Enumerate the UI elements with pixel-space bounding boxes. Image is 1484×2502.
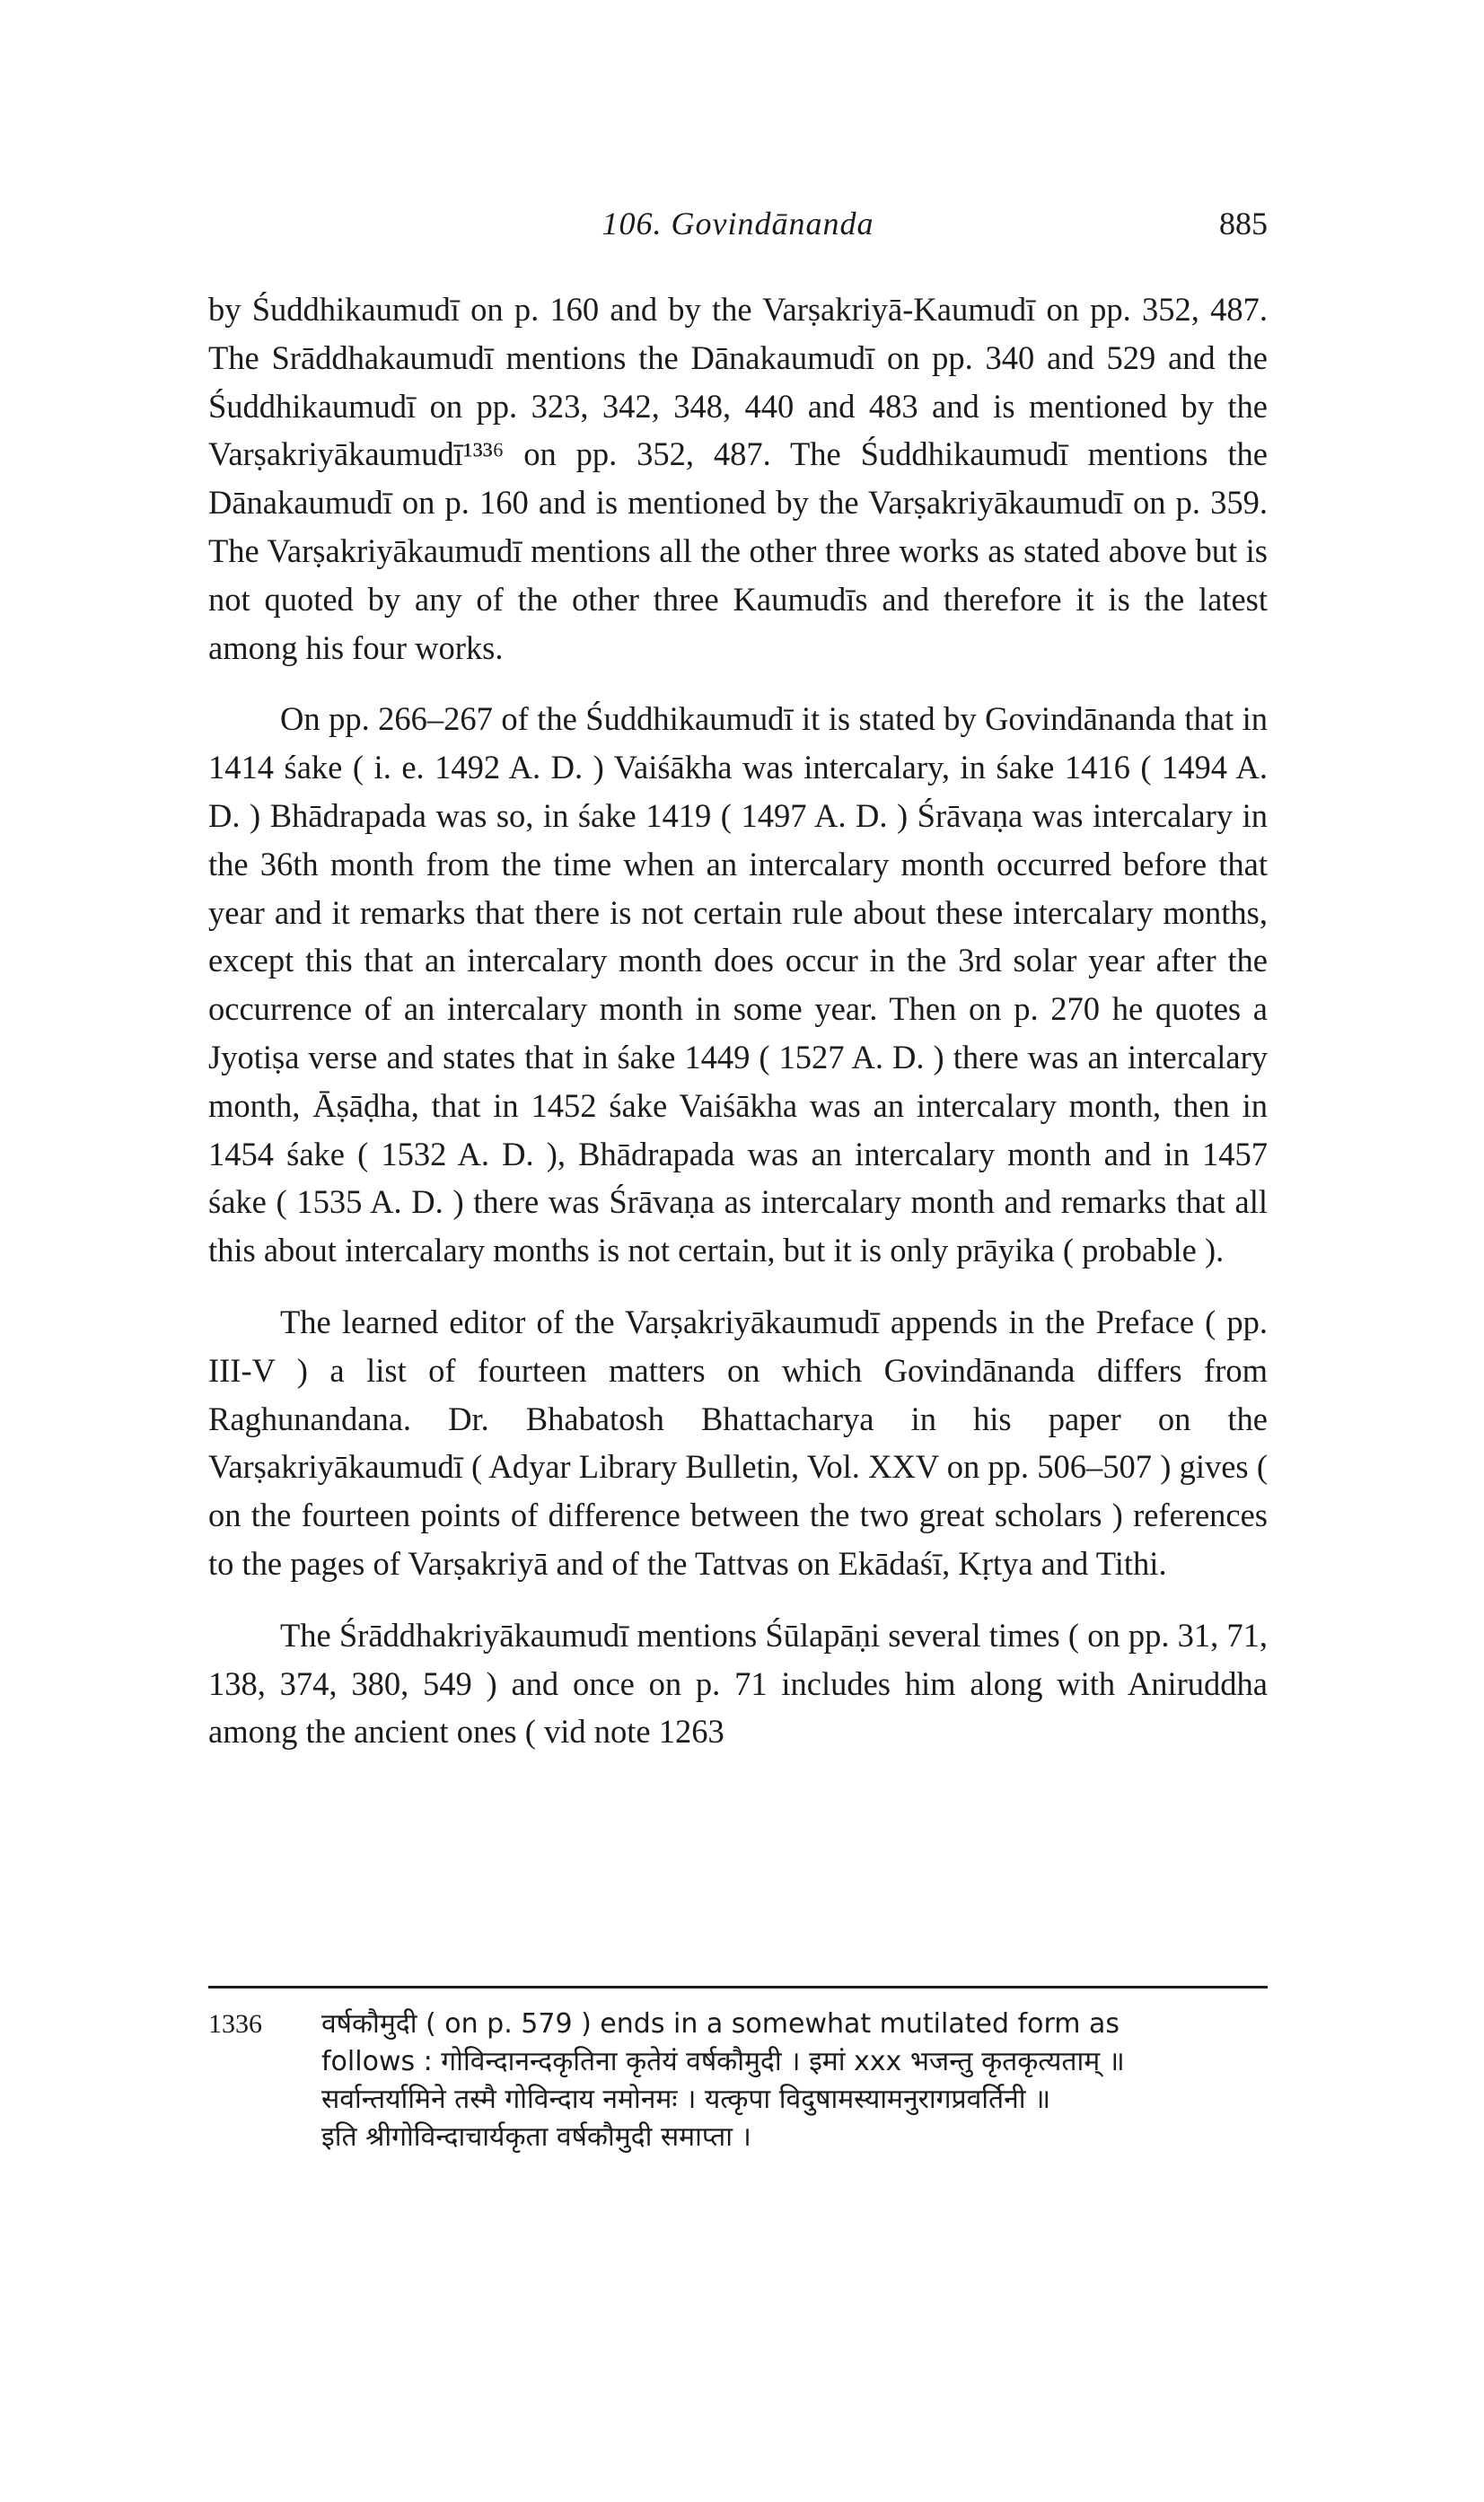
paragraph: The Śrāddhakriyākaumudī mentions Śūlapāṇi several times ( on pp. 31, 71, 138, 374, 380, 549 ) and once on p. 71 includes him along with Aniruddha among the ancient ones ( vid note 1263 <box>208 1616 1268 1751</box>
page-header <box>208 205 1268 250</box>
footnote-line: इति श्रीगोविन्दाचार्यकृता वर्षकौमुदी समाप्ता । <box>321 2121 751 2153</box>
footnote-text <box>321 2006 1268 2156</box>
footnote-number: 1336 <box>208 2009 262 2039</box>
running-head: 106. Govindānanda <box>602 206 874 241</box>
page-number: 885 <box>1219 206 1268 241</box>
body-text <box>208 285 1268 1756</box>
paragraph: by Śuddhikaumudī on p. 160 and by the Varṣakriyā-Kaumudī on pp. 352, 487. The Srāddhakaumudī mentions the Dānakaumudī on pp. 340 and 529 and the Śuddhikaumudī on pp. 323, 342, 348, 440 and 483 and is mentioned by the Varṣakriyākaumudī¹³³⁶ on pp. 352, 487. The Śuddhikaumudī mentions the Dānakaumudī on p. 160 and is mentioned by the Varṣakriyākaumudī on p. 359. The Varṣakriyākaumudī mentions all the other three works as stated above but is not quoted by any of the other three Kaumudīs and therefore it is the latest among his four works. <box>208 291 1268 666</box>
paragraph: The learned editor of the Varṣakriyākaumudī appends in the Preface ( pp. III-V ) a list of fourteen matters on which Govindānanda differs from Raghunandana. Dr. Bhabatosh Bhattacharya in his paper on the Varṣakriyākaumudī ( Adyar Library Bulletin, Vol. XXV on pp. 506–507 ) gives ( on the fourteen points of difference between the two great scholars ) references to the pages of Varṣakriyā and of the Tattvas on Ekādaśī, Kṛtya and Tithi. <box>208 1303 1268 1582</box>
footnote-line: वर्षकौमुदी ( on p. 579 ) ends in a somewhat mutilated form as <box>321 2008 1120 2040</box>
footnote <box>208 2006 1268 2156</box>
footnote-divider <box>208 1986 1268 1988</box>
footnote-line: follows : गोविन्दानन्दकृतिना कृतेयं वर्षकौमुदी । इमां xxx भजन्तु कृतकृत्यताम् ॥ <box>321 2046 1125 2077</box>
footnote-line: सर्वान्तर्यामिने तस्मै गोविन्दाय नमोनमः । यत्कृपा विदुषामस्यामनुरागप्रवर्तिनी ॥ <box>321 2084 1051 2115</box>
paragraph: On pp. 266–267 of the Śuddhikaumudī it is stated by Govindānanda that in 1414 śake ( i. e. 1492 A. D. ) Vaiśākha was intercalary, in śake 1416 ( 1494 A. D. ) Bhādrapada was so, in śake 1419 ( 1497 A. D. ) Śrāvaṇa was intercalary in the 36th month from the time when an intercalary month occurred before that year and it remarks that there is not certain rule about these intercalary months, except this that an intercalary month does occur in the 3rd solar year after the occurrence of an intercalary month in some year. Then on p. 270 he quotes a Jyotiṣa verse and states that in śake 1449 ( 1527 A. D. ) there was an intercalary month, Āṣāḍha, that in 1452 śake Vaiśākha was an intercalary month, then in 1454 śake ( 1532 A. D. ), Bhādrapada was an intercalary month and in 1457 śake ( 1535 A. D. ) there was Śrāvaṇa as intercalary month and remarks that all this about intercalary months is not certain, but it is only prāyika ( probable ). <box>208 700 1268 1269</box>
